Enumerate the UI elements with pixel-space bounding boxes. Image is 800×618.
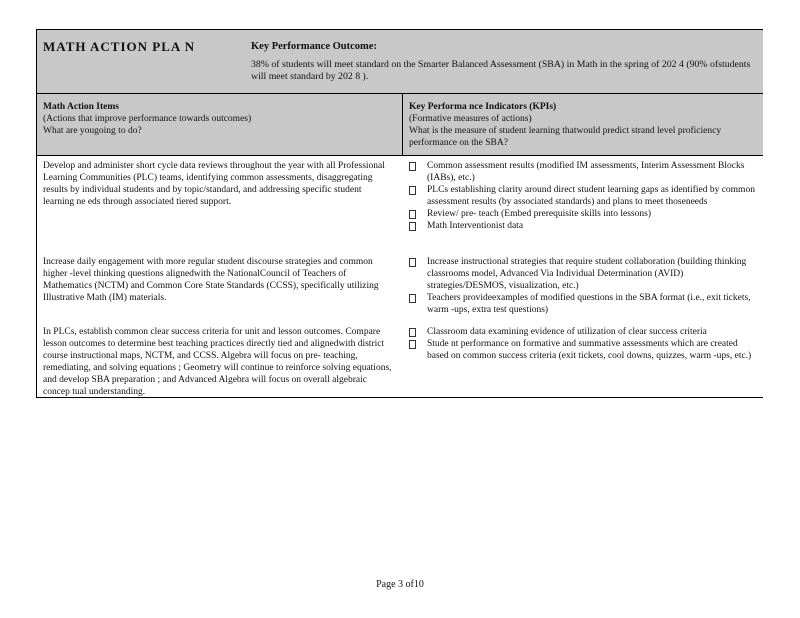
column-headers <box>37 94 763 156</box>
bullet-icon <box>409 210 416 219</box>
bullet-icon <box>409 162 416 171</box>
kpi-list-3 <box>409 326 759 362</box>
kpi-item: Common assessment results (modified IM assessments, Interim Assessment Blocks (IABs), etc.) <box>409 160 759 184</box>
action-items-question: What are yougoing to do? <box>43 126 142 136</box>
bullet-icon <box>409 222 416 231</box>
action-items-header <box>43 101 393 137</box>
kpi-item: Stude nt performance on formative and summative assessments which are created based on common success criteria (exit tickets, cool downs, quizzes, warm -ups, etc.) <box>409 338 759 362</box>
kpi-question: What is the measure of student learning thatwould predict strand level proficiency performance on the SBA? <box>409 126 722 148</box>
key-performance-outcome-text: 38% of students will meet standard on the Smarter Balanced Assessment (SBA) in Math in the spring of 202 4 (90% ofstudents will meet standard by 202 8 ). <box>251 59 751 82</box>
bullet-icon <box>409 294 416 303</box>
action-item-2: Increase daily engagement with more regular student discourse strategies and common higher -level thinking questions alignedwith the NationalCouncil of Teachers of Mathematics (NCTM) and Common Core State Standards (CCSS), specifically utilizing Illustrative Math (IM) materials. <box>43 257 379 303</box>
action-item-3: In PLCs, establish common clear success criteria for unit and lesson outcomes. Compare lesson outcomes to determine best teaching practices directly tied and alignedwith district course instructional maps, NCTM, and CCSS. Algebra will focus on pre- teaching, remediating, and solving equations ; Geometry will continue to reinforce solving equations, and develop SBA preparation ; and Advanced Algebra will focus on overall algebraic concep tual understanding. <box>43 327 392 397</box>
kpi-item: Classroom data examining evidence of utilization of clear success criteria <box>409 326 759 338</box>
bullet-icon <box>409 328 416 337</box>
bullet-icon <box>409 186 416 195</box>
action-plan-table <box>36 29 763 398</box>
kpi-subtitle: (Formative measures of actions) <box>409 114 532 124</box>
kpi-list-1 <box>409 160 759 232</box>
kpi-list-2 <box>409 256 759 316</box>
kpi-title: Key Performa nce Indicators (KPIs) <box>409 102 557 112</box>
key-performance-outcome-label: Key Performance Outcome: <box>251 41 377 52</box>
kpi-item: Increase instructional strategies that require student collaboration (building thinking classrooms model, Advanced Via Individual Determination (AVID) strategies/DESMOS, visualization, etc.) <box>409 256 759 292</box>
kpi-item: Math Interventionist data <box>409 220 759 232</box>
bullet-icon <box>409 340 416 349</box>
kpi-item: Teachers provideexamples of modified questions in the SBA format (i.e., exit tickets, warm -ups, extra test questions) <box>409 292 759 316</box>
action-items-title: Math Action Items <box>43 102 119 112</box>
kpi-item: Review/ pre- teach (Embed prerequisite skills into lessons) <box>409 208 759 220</box>
plan-header <box>37 30 763 94</box>
plan-body <box>37 156 763 397</box>
kpi-header <box>409 101 759 149</box>
bullet-icon <box>409 258 416 267</box>
kpi-item: PLCs establishing clarity around direct student learning gaps as identified by common assessment results (by associated standards) and plans to meet thoseneeds <box>409 184 759 208</box>
column-divider <box>402 94 403 155</box>
plan-title: MATH ACTION PLA N <box>43 39 196 54</box>
action-item-1: Develop and administer short cycle data reviews throughout the year with all Professional Learning Communities (PLC) teams, identifying common assessments, disaggregating results by individual students and by topic/standard, and addressing specific student learning ne eds through associated tiered support. <box>43 161 385 207</box>
page-number: Page 3 of10 <box>376 579 424 590</box>
action-items-subtitle: (Actions that improve performance towards outcomes) <box>43 114 252 124</box>
